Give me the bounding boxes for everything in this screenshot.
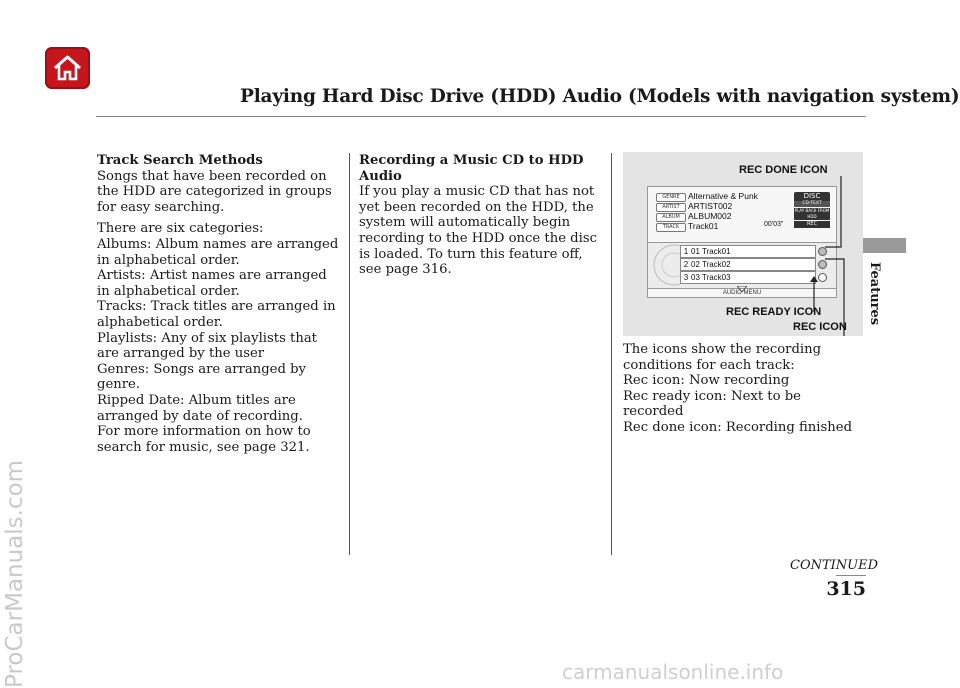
label-rec-ready-icon: REC READY ICON <box>726 306 822 318</box>
heading-track-search: Track Search Methods <box>97 153 263 168</box>
track-row[interactable]: 1 01 Track01 <box>680 245 816 258</box>
column-track-search <box>97 153 342 455</box>
header-rule <box>96 116 866 117</box>
playback-label: PLAY BACK FROM HDD <box>794 208 830 219</box>
hdd-screen-figure <box>623 152 863 336</box>
column-icon-description <box>623 342 863 436</box>
category-list <box>97 221 342 455</box>
label-rec-icon: REC ICON <box>793 321 847 333</box>
category-line: Tracks: Track titles are arranged in alphabetical order. <box>97 299 336 330</box>
heading-recording-cd: Recording a Music CD to HDD Audio <box>359 153 584 184</box>
tag-album: ALBUM <box>656 213 686 222</box>
category-line: There are six categories: <box>97 221 264 237</box>
footer-rule <box>836 575 866 576</box>
section-tab-marker <box>856 238 906 253</box>
column-divider <box>349 153 350 555</box>
disc-label: DISC <box>794 192 830 201</box>
meta-track: Track01 <box>688 221 719 231</box>
tag-track: TRACK <box>656 223 686 232</box>
icon-description-line: Rec icon: Now recording <box>623 373 790 389</box>
watermark-bottom: carmanualsonline.info <box>562 660 784 684</box>
meta-album: ALBUM002 <box>688 211 732 221</box>
home-button[interactable] <box>45 47 90 89</box>
icon-description-line: The icons show the recording conditions for each track: <box>623 342 822 373</box>
icon-description-line: Rec done icon: Recording finished <box>623 419 853 435</box>
category-line: Genres: Songs are arranged by genre. <box>97 361 306 393</box>
category-line: Albums: Album names are arranged in alphabetical order. <box>97 236 339 268</box>
column-divider <box>611 153 612 555</box>
paragraph-track-search-intro: Songs that have been recorded on the HDD are categorized in groups for easy searching. <box>97 168 332 215</box>
tag-artist: ARTIST <box>656 203 686 212</box>
meta-genre: Alternative & Punk <box>688 191 758 201</box>
section-tab-label: Features <box>867 262 882 326</box>
cd-text-label: CD-TEXT <box>794 201 830 207</box>
page-header-title: Playing Hard Disc Drive (HDD) Audio (Models with navigation system) <box>240 86 960 107</box>
category-line: Playlists: Any of six playlists that are arranged by the user <box>97 330 317 362</box>
audio-menu-label: AUDIO MENU <box>722 290 762 296</box>
tag-genre: GENRE <box>656 193 686 202</box>
category-line: For more information on how to search for music, see page 321. <box>97 424 311 455</box>
label-rec-done-icon: REC DONE ICON <box>739 164 828 176</box>
continued-label: CONTINUED <box>790 558 879 573</box>
elapsed-time: 00'03" <box>764 221 784 228</box>
rec-label: REC <box>794 221 830 228</box>
category-line: Artists: Artist names are arranged in alphabetical order. <box>97 268 327 299</box>
watermark-vertical: ProCarManuals.com <box>2 459 28 688</box>
page-number: 315 <box>826 578 866 600</box>
meta-artist: ARTIST002 <box>688 201 733 211</box>
column-recording-cd <box>359 153 603 278</box>
paragraph-recording-cd: If you play a music CD that has not yet been recorded on the HDD, the system will automatically begin recording to the HDD once the disc is loaded. To turn this feature off, see page 316. <box>359 184 597 278</box>
home-icon <box>52 53 83 83</box>
track-row[interactable]: 3 03 Track03 <box>680 271 816 284</box>
category-line: Ripped Date: Album titles are arranged by date of recording. <box>97 392 303 424</box>
track-row[interactable]: 2 02 Track02 <box>680 258 816 271</box>
icon-description-line: Rec ready icon: Next to be recorded <box>623 388 801 420</box>
